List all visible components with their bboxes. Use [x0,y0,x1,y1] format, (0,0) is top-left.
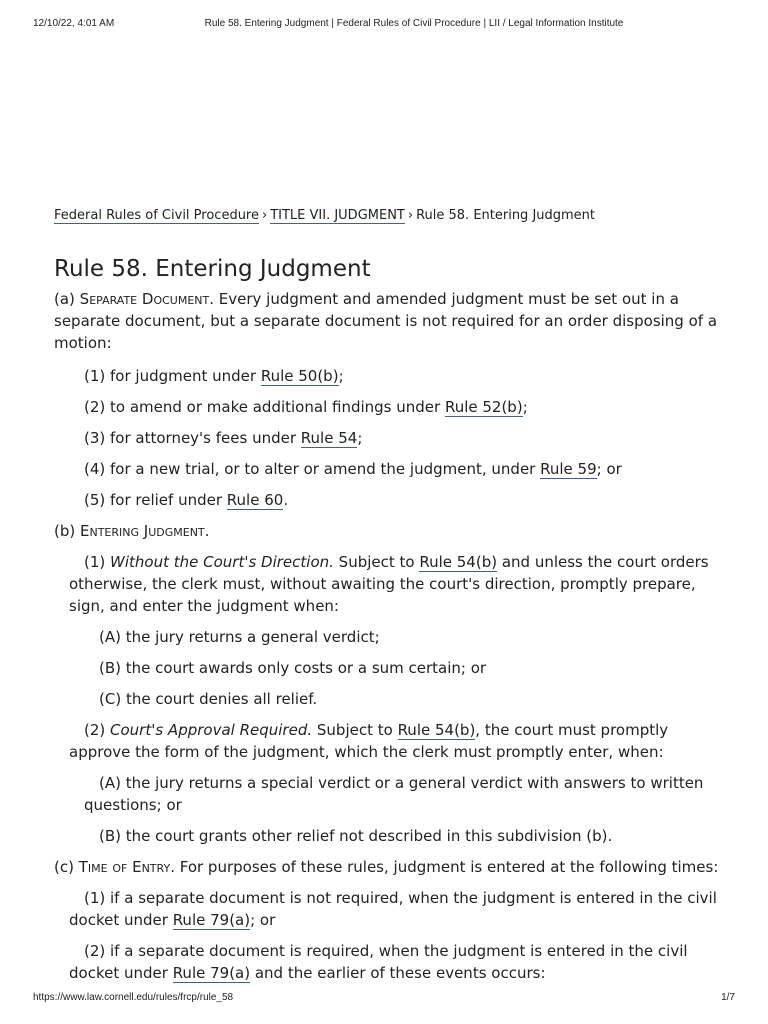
section-a [54,288,724,354]
rule-link-52b[interactable]: Rule 52(b) [444,398,523,416]
section-a-text: . Every judgment and amended judgment must be set out in a separate document, but a separate document is not required for an order disposing of a motion: [54,290,718,352]
rule-link-54[interactable]: Rule 54 [300,429,358,447]
section-a-item-5 [54,489,724,511]
section-c-text: . For purposes of these rules, judgment is entered at the following times: [170,858,719,876]
item-text: . [283,491,289,509]
section-b-item-1-a: (A) the jury returns a general verdict; [99,628,380,646]
section-b [54,520,724,542]
section-b-item-1 [54,551,724,617]
section-c-heading: Time of Entry [78,858,171,876]
section-b-item-1-b: (B) the court awards only costs or a sum certain; or [99,659,487,677]
section-a-item-2 [54,396,724,418]
section-a-prefix: (a) [54,290,80,308]
item-number: (2) [84,721,111,739]
print-date: 12/10/22, 4:01 AM [33,18,115,29]
item-text: ; or [596,460,622,478]
rule-link-79a[interactable]: Rule 79(a) [172,911,251,929]
section-c-item-1 [54,887,724,931]
breadcrumb-link-frcp[interactable]: Federal Rules of Civil Procedure [54,208,259,223]
rule-content [54,206,724,993]
item-text: , the court must promptly approve the form of the judgment, which the clerk must promptly enter, when: [69,721,669,761]
rule-link-54b[interactable]: Rule 54(b) [397,721,476,739]
item-text: (5) for relief under [84,491,227,509]
rule-link-59[interactable]: Rule 59 [540,460,597,478]
section-c [54,856,724,878]
item-text: (4) for a new trial, or to alter or amend the judgment, under [84,460,541,478]
item-number: (1) [84,553,111,571]
item-text: (2) if a separate document is required, when the judgment is entered in the civil docket under [69,942,688,982]
section-b-prefix: (b) [54,522,80,540]
item-text: ; [357,429,363,447]
item-text: Subject to [312,721,398,739]
page-title: Rule 58. Entering Judgment [54,256,371,282]
rule-link-50b[interactable]: Rule 50(b) [260,367,339,385]
item-title: Without the Court's Direction. [110,553,334,571]
item-text: ; [338,367,344,385]
section-b-heading: Entering Judgment [80,522,205,540]
breadcrumb-separator: › [262,208,268,223]
item-text: (3) for attorney's fees under [84,429,301,447]
section-b-item-2-b: (B) the court grants other relief not described in this subdivision (b). [99,827,613,845]
section-c-prefix: (c) [54,858,79,876]
breadcrumb [54,206,724,226]
print-url: https://www.law.cornell.edu/rules/frcp/rule_58 [33,992,234,1003]
rule-link-79a[interactable]: Rule 79(a) [172,964,251,982]
section-a-heading: Separate Document [79,290,210,308]
item-text: (1) for judgment under [84,367,261,385]
section-a-item-4 [54,458,724,480]
section-a-item-3 [54,427,724,449]
item-text: ; or [250,911,276,929]
section-b-item-2 [54,719,724,763]
rule-link-54b[interactable]: Rule 54(b) [419,553,498,571]
item-title: Court's Approval Required. [110,721,313,739]
item-text: (2) to amend or make additional findings under [84,398,445,416]
section-b-item-1-c: (C) the court denies all relief. [99,690,318,708]
rule-link-60[interactable]: Rule 60 [226,491,284,509]
section-b-item-2-a: (A) the jury returns a special verdict or a general verdict with answers to written questions; or [84,774,704,814]
item-text: and the earlier of these events occurs: [250,964,546,982]
item-text: Subject to [333,553,420,571]
item-text: and unless the court orders otherwise, the clerk must, without awaiting the court's direction, promptly prepare, sign, and enter the judgment when: [69,553,709,615]
print-footer [33,992,735,1006]
breadcrumb-current: Rule 58. Entering Judgment [416,208,596,223]
print-page-title: Rule 58. Entering Judgment | Federal Rules of Civil Procedure | LII / Legal Information Institute [204,18,624,29]
print-header [33,18,735,32]
breadcrumb-separator: › [407,208,414,223]
item-text: ; [522,398,528,416]
page-number: 1/7 [721,992,735,1003]
section-c-item-2 [54,940,724,984]
item-text: (1) if a separate document is not required, when the judgment is entered in the civil docket under [69,889,717,929]
section-a-item-1 [54,365,724,387]
breadcrumb-link-title-vii[interactable]: TITLE VII. JUDGMENT [270,208,405,223]
section-b-post: . [204,522,210,540]
